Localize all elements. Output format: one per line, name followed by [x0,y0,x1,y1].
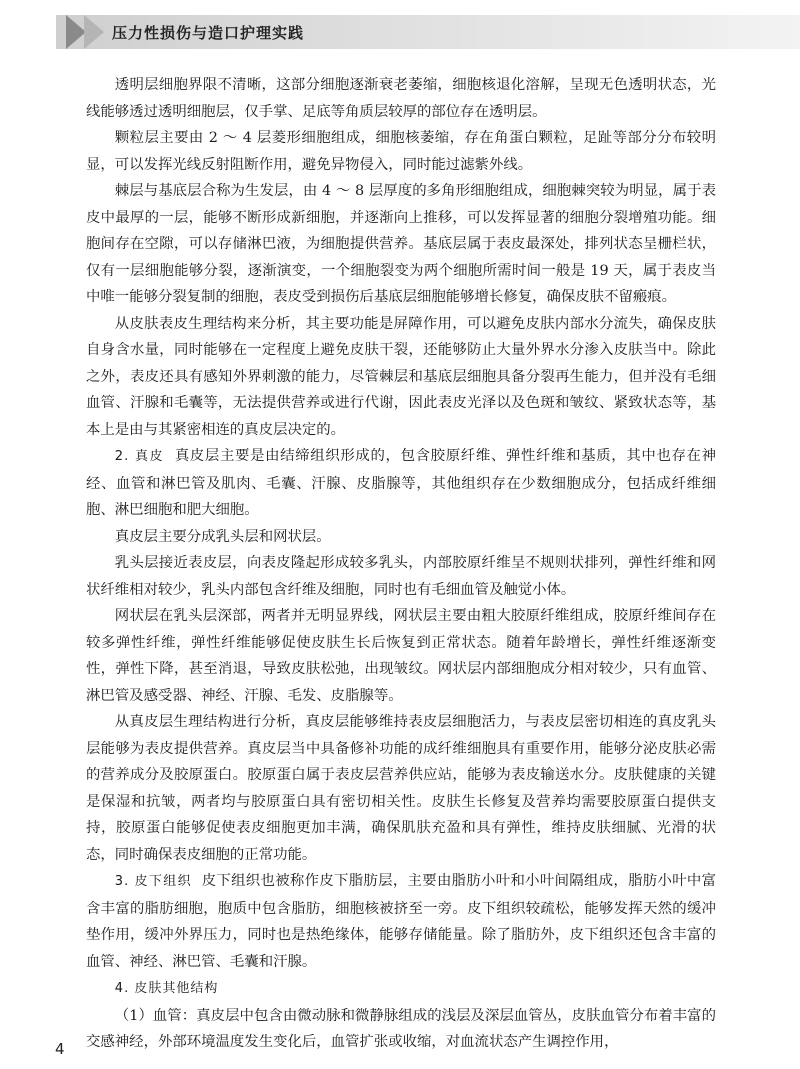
paragraph: 棘层与基底层合称为生发层，由 4 ～ 8 层厚度的多角形细胞组成，细胞棘突较为明显，属于表皮中最厚的一层，能够不断形成新细胞，并逐渐向上推移，可以发挥显著的细胞分裂增殖功能。细胞间存在空隙，可以存储淋巴液，为细胞提供营养。基底层属于表皮最深处，排列状态呈栅栏状，仅有一层细胞能够分裂，逐渐演变，一个细胞裂变为两个细胞所需时间一般是 19 天，属于表皮当中唯一能够分裂复制的细胞，表皮受到损伤后基底层细胞能够增长修复，确保皮肤不留瘢痕。 [86,183,716,305]
paragraph: 3. 皮下组织 皮下组织也被称作皮下脂肪层，主要由脂肪小叶和小叶间隔组成，脂肪小叶中富含丰富的脂肪细胞，胞质中包含脂肪，细胞核被挤至一旁。皮下组织较疏松，能够发挥天然的缓冲垫作用，缓冲外界压力，同时也是热绝缘体，能够存储能量。除了脂肪外，皮下组织还包含丰富的血管、神经、淋巴管、毛囊和汗腺。 [86,873,716,970]
paragraph: 2. 真皮 真皮层主要是由结缔组织形成的，包含胶原纤维、弹性纤维和基质，其中也存在神经、血管和淋巴管及肌肉、毛囊、汗腺、皮脂腺等，其他组织存在少数细胞成分，包括成纤维细胞、淋巴细胞和肥大细胞。 [86,448,716,518]
body-text [86,72,716,1056]
header-chevron-icon [84,15,104,49]
section-heading: 3. 皮下组织 [114,874,192,889]
paragraph [86,975,716,1003]
page-number: 4 [55,1040,65,1058]
paragraph: 颗粒层主要由 2 ～ 4 层菱形细胞组成，细胞核萎缩，存在角蛋白颗粒，足趾等部分分布较明显，可以发挥光线反射阻断作用，避免异物侵入，同时能过滤紫外线。 [86,130,716,173]
book-title: 压力性损伤与造口护理实践 [112,24,305,42]
paragraph: 从真皮层生理结构进行分析，真皮层能够维持表皮层细胞活力，与表皮层密切相连的真皮乳头层能够为表皮提供营养。真皮层当中具备修补功能的成纤维细胞具有重要作用，能够分泌皮肤必需的营养成分及胶原蛋白。胶原蛋白属于表皮层营养供应站，能够为表皮输送水分。皮肤健康的关键是保湿和抗皱，两者均与胶原蛋白具有密切相关性。皮肤生长修复及营养均需要胶原蛋白提供支持，胶原蛋白能够促使表皮细胞更加丰满，确保肌肤充盈和具有弹性，维持皮肤细腻、光滑的状态，同时确保表皮细胞的正常功能。 [86,714,716,863]
paragraph: 透明层细胞界限不清晰，这部分细胞逐渐衰老萎缩，细胞核退化溶解，呈现无色透明状态，光线能够透过透明细胞层，仅手掌、足底等角质层较厚的部位存在透明层。 [86,77,716,120]
paragraph: 真皮层主要分成乳头层和网状层。 [114,528,331,545]
section-heading: 2. 真皮 [114,449,165,464]
paragraph: 乳头层接近表皮层，向表皮隆起形成较多乳头，内部胶原纤维呈不规则状排列，弹性纤维和网状纤维相对较少，乳头内部包含纤维及细胞，同时也有毛细血管及触觉小体。 [86,555,716,598]
header-chevron-icon [66,15,86,49]
section-heading: 4. 皮肤其他结构 [114,981,219,996]
paragraph: 网状层在乳头层深部，两者并无明显界线，网状层主要由粗大胶原纤维组成，胶原纤维间存在较多弹性纤维，弹性纤维能够促使皮肤生长后恢复到正常状态。随着年龄增长，弹性纤维逐渐变性，弹性下降，甚至消退，导致皮肤松弛，出现皱纹。网状层内部细胞成分相对较少，只有血管、淋巴管及感受器、神经、汗腺、毛发、皮脂腺等。 [86,608,716,704]
paragraph: 从皮肤表皮生理结构来分析，其主要功能是屏障作用，可以避免皮肤内部水分流失，确保皮肤自身含水量，同时能够在一定程度上避免皮肤干裂，还能够防止大量外界水分渗入皮肤当中。除此之外，表皮还具有感知外界刺激的能力，尽管棘层和基底层细胞具备分裂再生能力，但并没有毛细血管、汗腺和毛囊等，无法提供营养或进行代谢，因此表皮光泽以及色斑和皱纹、紧致状态等，基本上是由与其紧密相连的真皮层决定的。 [86,315,716,438]
paragraph: （1）血管：真皮层中包含由微动脉和微静脉组成的浅层及深层血管丛，皮肤血管分布着丰富的交感神经，外部环境温度发生变化后，血管扩张或收缩，对血流状态产生调控作用， [86,1007,716,1050]
running-header [0,0,800,64]
